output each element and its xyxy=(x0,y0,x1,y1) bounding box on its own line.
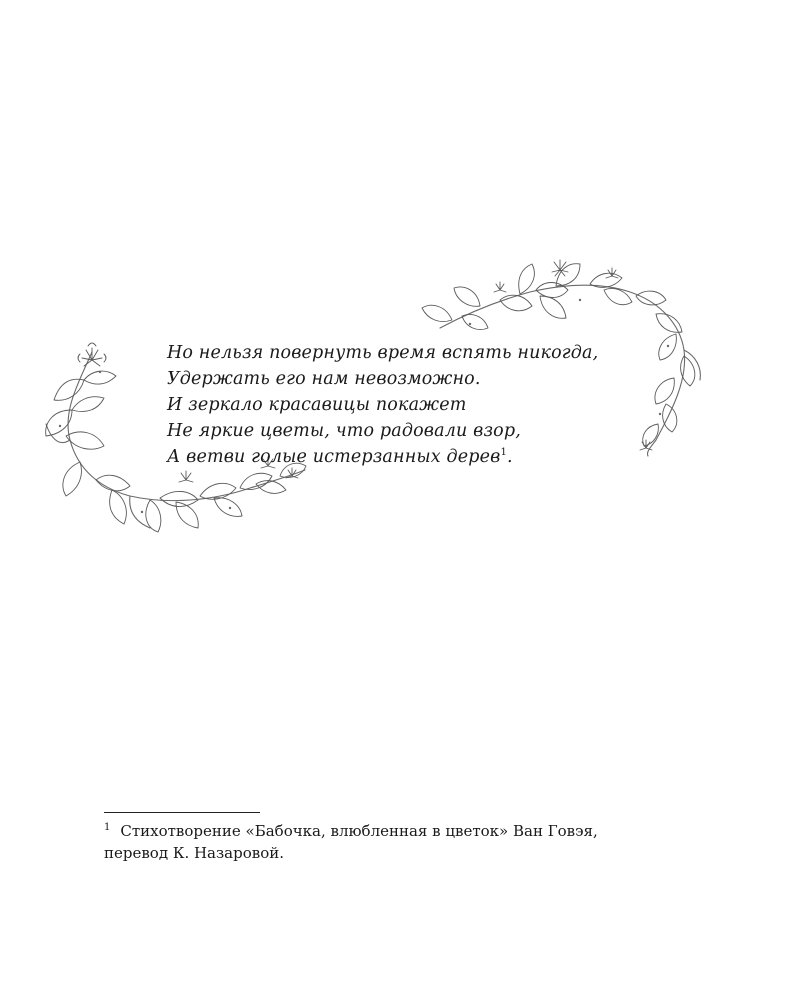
footnote xyxy=(104,820,704,864)
poem-line-4: Не яркие цветы, что радовали взор, xyxy=(167,421,521,441)
footnote-line-1 xyxy=(104,820,704,842)
footnote-text-1: Стихотворение «Бабочка, влюбленная в цветок» Ван Говэя, xyxy=(120,822,598,840)
poem-line-2: Удержать его нам невозможно. xyxy=(167,369,481,389)
poem-line-3: И зеркало красавицы покажет xyxy=(167,395,467,415)
poem-line-5-end: . xyxy=(506,447,513,467)
poem-line-1: Но нельзя повернуть время вспять никогда, xyxy=(167,343,599,363)
footnote-text-2: перевод К. Назаровой. xyxy=(104,844,284,862)
poem-line-5-text: А ветви голые истерзанных дерев xyxy=(167,447,501,467)
footnote-marker: 1 xyxy=(104,822,111,833)
poem-stanza xyxy=(167,340,637,470)
footnote-divider xyxy=(104,812,260,813)
poem-line-5 xyxy=(167,444,637,470)
footnote-reference[interactable]: 1 xyxy=(500,447,507,459)
